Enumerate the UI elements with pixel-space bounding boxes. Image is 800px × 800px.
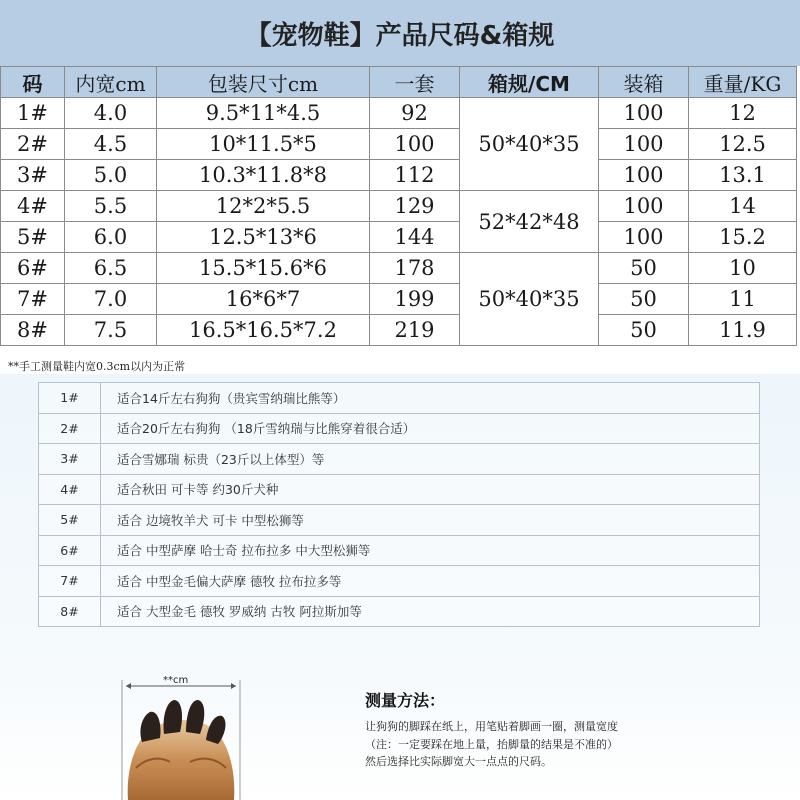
fit-desc-cell: 适合雪娜瑞 标贵（23斤以上体型）等	[101, 444, 760, 475]
measure-method-title: 测量方法：	[365, 691, 446, 710]
table-row	[39, 566, 760, 597]
fit-desc-cell: 适合 边境牧羊犬 可卡 中型松狮等	[101, 505, 760, 536]
weight-cell: 11.9	[689, 315, 797, 346]
width-cell: 7.0	[65, 284, 157, 315]
fit-size-cell: 4#	[39, 474, 101, 505]
table-row	[1, 284, 797, 315]
width-cell: 6.0	[65, 222, 157, 253]
col-header-inner-width: 内宽cm	[65, 67, 157, 98]
carton-cell: 52*42*48	[460, 191, 599, 253]
package-cell: 9.5*11*4.5	[157, 98, 370, 129]
weight-cell: 12.5	[689, 129, 797, 160]
col-header-package-size: 包装尺寸cm	[157, 67, 370, 98]
col-header-size: 码	[1, 67, 65, 98]
size-cell: 4#	[1, 191, 65, 222]
measurement-tolerance-note: **手工测量鞋内宽0.3cm以内为正常	[8, 360, 186, 373]
page-title: 【宠物鞋】产品尺码&箱规	[0, 0, 800, 66]
fit-desc-cell: 适合秋田 可卡等 约30斤犬种	[101, 474, 760, 505]
size-cell: 5#	[1, 222, 65, 253]
set-cell: 92	[370, 98, 460, 129]
width-cell: 4.0	[65, 98, 157, 129]
fit-size-cell: 8#	[39, 596, 101, 627]
size-cell: 8#	[1, 315, 65, 346]
set-cell: 100	[370, 129, 460, 160]
box-qty-cell: 50	[599, 284, 689, 315]
size-cell: 2#	[1, 129, 65, 160]
width-cell: 5.5	[65, 191, 157, 222]
fit-size-cell: 5#	[39, 505, 101, 536]
col-header-weight: 重量/KG	[689, 67, 797, 98]
carton-cell: 50*40*35	[460, 98, 599, 191]
col-header-box-qty: 装箱	[599, 67, 689, 98]
box-qty-cell: 100	[599, 222, 689, 253]
fit-size-cell: 1#	[39, 383, 101, 414]
box-qty-cell: 50	[599, 253, 689, 284]
col-header-carton: 箱规/CM	[460, 67, 599, 98]
fit-desc-cell: 适合 中型萨摩 哈士奇 拉布拉多 中大型松狮等	[101, 535, 760, 566]
table-row	[1, 315, 797, 346]
carton-cell: 50*40*35	[460, 253, 599, 346]
width-cell: 5.0	[65, 160, 157, 191]
package-cell: 10.3*11.8*8	[157, 160, 370, 191]
fit-desc-cell: 适合 大型金毛 德牧 罗威纳 古牧 阿拉斯加等	[101, 596, 760, 627]
measure-instruction-line: 让狗狗的脚踩在纸上，用笔贴着脚画一圈，测量宽度	[365, 720, 618, 733]
set-cell: 199	[370, 284, 460, 315]
table-row	[1, 98, 797, 129]
package-cell: 16*6*7	[157, 284, 370, 315]
package-cell: 10*11.5*5	[157, 129, 370, 160]
width-cell: 6.5	[65, 253, 157, 284]
measure-instruction-line: （注：一定要踩在地上量，抬脚量的结果是不准的）	[365, 738, 618, 751]
box-qty-cell: 100	[599, 98, 689, 129]
package-cell: 16.5*16.5*7.2	[157, 315, 370, 346]
set-cell: 112	[370, 160, 460, 191]
size-table-header-row	[1, 67, 797, 98]
size-cell: 7#	[1, 284, 65, 315]
breed-fit-table	[38, 382, 760, 627]
measure-instruction-line: 然后选择比实际脚宽大一点点的尺码。	[365, 755, 552, 768]
size-cell: 3#	[1, 160, 65, 191]
weight-cell: 14	[689, 191, 797, 222]
col-header-set: 一套	[370, 67, 460, 98]
table-row	[39, 505, 760, 536]
fit-size-cell: 2#	[39, 413, 101, 444]
weight-cell: 11	[689, 284, 797, 315]
size-spec-table	[0, 66, 797, 346]
width-cell: 7.5	[65, 315, 157, 346]
weight-cell: 15.2	[689, 222, 797, 253]
weight-cell: 10	[689, 253, 797, 284]
package-cell: 12*2*5.5	[157, 191, 370, 222]
box-qty-cell: 100	[599, 129, 689, 160]
table-row	[39, 413, 760, 444]
table-row	[39, 444, 760, 475]
box-qty-cell: 100	[599, 191, 689, 222]
table-row	[39, 596, 760, 627]
set-cell: 144	[370, 222, 460, 253]
table-row	[1, 160, 797, 191]
table-row	[1, 191, 797, 222]
set-cell: 178	[370, 253, 460, 284]
box-qty-cell: 100	[599, 160, 689, 191]
table-row	[39, 383, 760, 414]
weight-cell: 12	[689, 98, 797, 129]
table-row	[39, 474, 760, 505]
table-row	[1, 222, 797, 253]
package-cell: 15.5*15.6*6	[157, 253, 370, 284]
box-qty-cell: 50	[599, 315, 689, 346]
fit-size-cell: 7#	[39, 566, 101, 597]
dog-paw-illustration	[120, 672, 242, 800]
table-row	[1, 253, 797, 284]
table-row	[1, 129, 797, 160]
fit-desc-cell: 适合14斤左右狗狗（贵宾雪纳瑞比熊等）	[101, 383, 760, 414]
set-cell: 219	[370, 315, 460, 346]
fit-desc-cell: 适合 中型金毛偏大萨摩 德牧 拉布拉多等	[101, 566, 760, 597]
package-cell: 12.5*13*6	[157, 222, 370, 253]
fit-size-cell: 3#	[39, 444, 101, 475]
size-cell: 6#	[1, 253, 65, 284]
size-cell: 1#	[1, 98, 65, 129]
fit-size-cell: 6#	[39, 535, 101, 566]
fit-desc-cell: 适合20斤左右狗狗 （18斤雪纳瑞与比熊穿着很合适）	[101, 413, 760, 444]
paw-measure-image	[120, 672, 242, 800]
paw-width-label: **cm	[163, 675, 189, 686]
weight-cell: 13.1	[689, 160, 797, 191]
table-row	[39, 535, 760, 566]
width-cell: 4.5	[65, 129, 157, 160]
set-cell: 129	[370, 191, 460, 222]
